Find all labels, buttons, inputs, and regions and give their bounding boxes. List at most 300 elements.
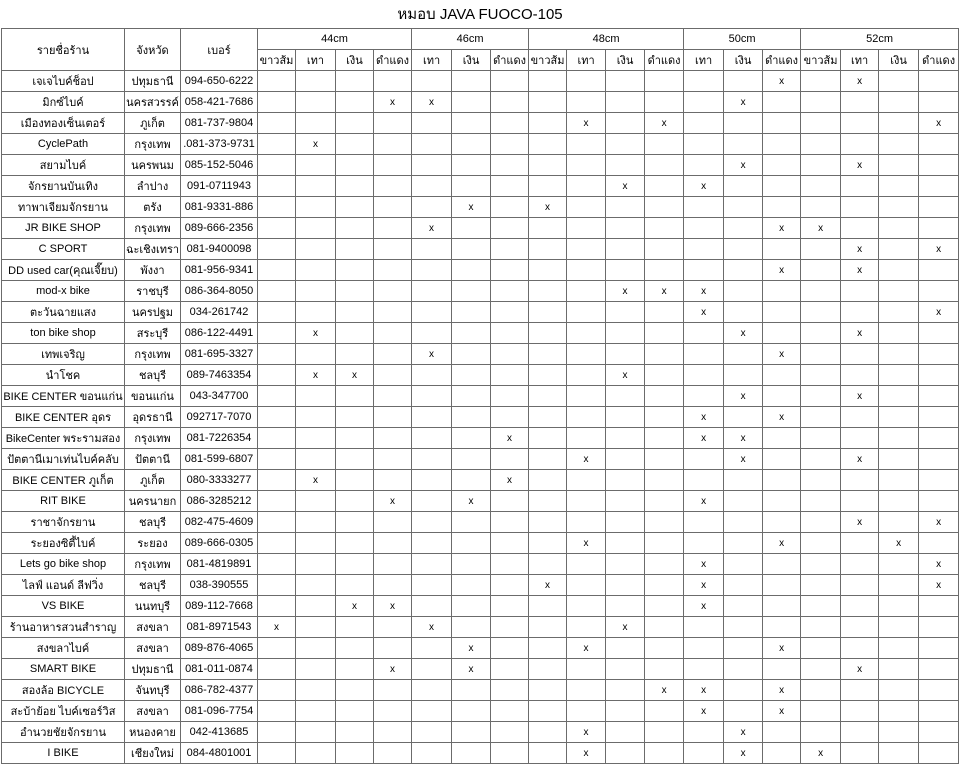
- table-row: [2, 365, 959, 386]
- stock-mark-cell: [452, 260, 491, 281]
- col-header-shop: รายชื่อร้าน: [2, 29, 125, 71]
- phone-cell: 089-876-4065: [181, 638, 258, 659]
- stock-mark-cell: [529, 428, 567, 449]
- stock-mark-cell: [879, 470, 919, 491]
- stock-mark-cell: [258, 575, 296, 596]
- stock-mark-cell: [452, 449, 491, 470]
- stock-mark-cell: [919, 155, 959, 176]
- stock-mark-cell: [919, 176, 959, 197]
- stock-mark-cell: [763, 491, 801, 512]
- stock-mark-cell: [801, 575, 841, 596]
- stock-mark-cell: x: [763, 407, 801, 428]
- stock-mark-cell: [258, 344, 296, 365]
- shop-name-cell: BIKE CENTER ภูเก็ต: [2, 470, 125, 491]
- color-header: เงิน: [336, 50, 374, 71]
- stock-mark-cell: x: [763, 71, 801, 92]
- col-header-province: จังหวัด: [125, 29, 181, 71]
- stock-mark-cell: [645, 71, 684, 92]
- stock-mark-cell: [919, 197, 959, 218]
- stock-mark-cell: [296, 92, 336, 113]
- stock-mark-cell: [606, 323, 645, 344]
- stock-mark-cell: [645, 659, 684, 680]
- size-header: 46cm: [412, 29, 529, 50]
- stock-mark-cell: [452, 428, 491, 449]
- stock-mark-cell: [296, 533, 336, 554]
- stock-mark-cell: [412, 134, 452, 155]
- stock-mark-cell: [684, 659, 724, 680]
- shop-name-cell: นำโชค: [2, 365, 125, 386]
- stock-mark-cell: [452, 92, 491, 113]
- stock-mark-cell: x: [452, 197, 491, 218]
- stock-mark-cell: [567, 491, 606, 512]
- stock-mark-cell: [374, 260, 412, 281]
- stock-mark-cell: x: [336, 596, 374, 617]
- size-header: 44cm: [258, 29, 412, 50]
- stock-mark-cell: x: [374, 596, 412, 617]
- stock-mark-cell: [684, 71, 724, 92]
- stock-mark-cell: [879, 743, 919, 764]
- stock-mark-cell: [606, 302, 645, 323]
- stock-mark-cell: [879, 659, 919, 680]
- stock-mark-cell: [763, 155, 801, 176]
- size-header: 48cm: [529, 29, 684, 50]
- stock-mark-cell: [412, 575, 452, 596]
- stock-mark-cell: [258, 659, 296, 680]
- stock-mark-cell: [645, 134, 684, 155]
- stock-mark-cell: [452, 743, 491, 764]
- stock-mark-cell: x: [296, 323, 336, 344]
- stock-mark-cell: [763, 113, 801, 134]
- stock-mark-cell: x: [412, 344, 452, 365]
- shop-name-cell: CyclePath: [2, 134, 125, 155]
- stock-mark-cell: [567, 239, 606, 260]
- stock-mark-cell: [529, 512, 567, 533]
- stock-mark-cell: [412, 512, 452, 533]
- stock-mark-cell: [645, 218, 684, 239]
- stock-mark-cell: [724, 491, 763, 512]
- stock-mark-cell: [336, 512, 374, 533]
- stock-mark-cell: [801, 71, 841, 92]
- color-header: เงิน: [879, 50, 919, 71]
- stock-mark-cell: [879, 617, 919, 638]
- stock-mark-cell: [374, 113, 412, 134]
- stock-mark-cell: [452, 218, 491, 239]
- stock-mark-cell: [606, 92, 645, 113]
- stock-mark-cell: [258, 638, 296, 659]
- stock-mark-cell: [374, 344, 412, 365]
- province-cell: สงขลา: [125, 701, 181, 722]
- stock-mark-cell: [529, 533, 567, 554]
- stock-mark-cell: x: [567, 113, 606, 134]
- stock-mark-cell: [841, 554, 879, 575]
- stock-mark-cell: [841, 218, 879, 239]
- stock-mark-cell: [684, 512, 724, 533]
- stock-mark-cell: [296, 218, 336, 239]
- stock-mark-cell: [258, 680, 296, 701]
- stock-mark-cell: [452, 701, 491, 722]
- province-cell: ราชบุรี: [125, 281, 181, 302]
- stock-mark-cell: [879, 176, 919, 197]
- stock-mark-cell: [491, 239, 529, 260]
- stock-mark-cell: [258, 218, 296, 239]
- stock-mark-cell: [919, 365, 959, 386]
- stock-mark-cell: [529, 701, 567, 722]
- stock-mark-cell: x: [801, 743, 841, 764]
- table-row: [2, 176, 959, 197]
- stock-mark-cell: [841, 680, 879, 701]
- stock-mark-cell: [606, 407, 645, 428]
- stock-mark-cell: [336, 134, 374, 155]
- stock-mark-cell: [529, 92, 567, 113]
- stock-mark-cell: [336, 743, 374, 764]
- shop-name-cell: สงขลาไบค์: [2, 638, 125, 659]
- stock-mark-cell: [529, 680, 567, 701]
- stock-mark-cell: [801, 155, 841, 176]
- stock-mark-cell: [374, 281, 412, 302]
- stock-mark-cell: [296, 113, 336, 134]
- stock-mark-cell: [763, 176, 801, 197]
- stock-mark-cell: [491, 365, 529, 386]
- stock-mark-cell: [724, 281, 763, 302]
- stock-mark-cell: [606, 491, 645, 512]
- color-header: เทา: [296, 50, 336, 71]
- size-header: 52cm: [801, 29, 959, 50]
- stock-mark-cell: [724, 533, 763, 554]
- province-cell: ปัตตานี: [125, 449, 181, 470]
- stock-mark-cell: [336, 617, 374, 638]
- stock-mark-cell: [336, 197, 374, 218]
- stock-mark-cell: [763, 743, 801, 764]
- stock-mark-cell: [336, 449, 374, 470]
- stock-mark-cell: x: [684, 302, 724, 323]
- stock-mark-cell: [879, 512, 919, 533]
- stock-mark-cell: x: [684, 176, 724, 197]
- stock-mark-cell: [879, 407, 919, 428]
- phone-cell: 082-475-4609: [181, 512, 258, 533]
- stock-mark-cell: [374, 680, 412, 701]
- color-header: ขาวส้ม: [529, 50, 567, 71]
- stock-mark-cell: [529, 617, 567, 638]
- stock-mark-cell: [567, 302, 606, 323]
- stock-mark-cell: x: [724, 743, 763, 764]
- table-row: [2, 113, 959, 134]
- stock-mark-cell: [491, 617, 529, 638]
- stock-mark-cell: [412, 596, 452, 617]
- stock-mark-cell: [801, 260, 841, 281]
- stock-mark-cell: [258, 407, 296, 428]
- stock-mark-cell: [529, 302, 567, 323]
- stock-mark-cell: [841, 302, 879, 323]
- stock-mark-cell: [801, 323, 841, 344]
- stock-mark-cell: [763, 323, 801, 344]
- stock-mark-cell: [412, 155, 452, 176]
- table-row: [2, 386, 959, 407]
- stock-mark-cell: [258, 176, 296, 197]
- stock-mark-cell: x: [841, 512, 879, 533]
- stock-mark-cell: [606, 743, 645, 764]
- shop-name-cell: เมืองทองเซ็นเตอร์: [2, 113, 125, 134]
- stock-mark-cell: [841, 176, 879, 197]
- color-header: เทา: [412, 50, 452, 71]
- stock-mark-cell: [763, 134, 801, 155]
- stock-mark-cell: [336, 176, 374, 197]
- stock-mark-cell: x: [645, 113, 684, 134]
- stock-mark-cell: [258, 470, 296, 491]
- stock-mark-cell: [567, 134, 606, 155]
- stock-mark-cell: [724, 575, 763, 596]
- table-row: [2, 638, 959, 659]
- stock-mark-cell: x: [374, 491, 412, 512]
- stock-mark-cell: [567, 701, 606, 722]
- stock-mark-cell: [296, 344, 336, 365]
- stock-mark-cell: [724, 512, 763, 533]
- stock-mark-cell: [336, 155, 374, 176]
- stock-mark-cell: [412, 470, 452, 491]
- stock-mark-cell: [724, 617, 763, 638]
- stock-mark-cell: [724, 596, 763, 617]
- stock-mark-cell: x: [763, 680, 801, 701]
- province-cell: สงขลา: [125, 638, 181, 659]
- stock-mark-cell: [801, 638, 841, 659]
- stock-mark-cell: [258, 491, 296, 512]
- color-header: ดำแดง: [645, 50, 684, 71]
- stock-mark-cell: [258, 533, 296, 554]
- stock-mark-cell: [606, 596, 645, 617]
- size-header: 50cm: [684, 29, 801, 50]
- stock-mark-cell: [567, 659, 606, 680]
- stock-mark-cell: [491, 638, 529, 659]
- shop-name-cell: ตะวันฉายแสง: [2, 302, 125, 323]
- stock-mark-cell: [336, 701, 374, 722]
- stock-mark-cell: [606, 575, 645, 596]
- stock-mark-cell: [296, 659, 336, 680]
- stock-mark-cell: [645, 638, 684, 659]
- stock-mark-cell: [879, 323, 919, 344]
- stock-mark-cell: [606, 512, 645, 533]
- color-header: เงิน: [606, 50, 645, 71]
- stock-mark-cell: x: [374, 92, 412, 113]
- stock-mark-cell: [491, 722, 529, 743]
- stock-mark-cell: [763, 386, 801, 407]
- phone-cell: 094-650-6222: [181, 71, 258, 92]
- stock-mark-cell: [452, 575, 491, 596]
- table-row: [2, 260, 959, 281]
- stock-mark-cell: [606, 533, 645, 554]
- stock-mark-cell: [606, 470, 645, 491]
- stock-mark-cell: [491, 218, 529, 239]
- stock-mark-cell: [296, 176, 336, 197]
- stock-mark-cell: [336, 575, 374, 596]
- stock-mark-cell: x: [919, 302, 959, 323]
- phone-cell: 081-4819891: [181, 554, 258, 575]
- stock-mark-cell: [724, 470, 763, 491]
- stock-mark-cell: [606, 638, 645, 659]
- stock-mark-cell: [684, 722, 724, 743]
- stock-mark-cell: [801, 554, 841, 575]
- phone-cell: 089-666-2356: [181, 218, 258, 239]
- stock-mark-cell: [879, 260, 919, 281]
- stock-mark-cell: [606, 260, 645, 281]
- stock-mark-cell: [412, 554, 452, 575]
- stock-mark-cell: [724, 260, 763, 281]
- stock-mark-cell: [684, 260, 724, 281]
- stock-mark-cell: x: [491, 470, 529, 491]
- stock-mark-cell: [567, 617, 606, 638]
- stock-mark-cell: [529, 155, 567, 176]
- stock-mark-cell: [684, 155, 724, 176]
- stock-mark-cell: [801, 533, 841, 554]
- stock-mark-cell: [374, 155, 412, 176]
- stock-mark-cell: [645, 722, 684, 743]
- shop-name-cell: SMART BIKE: [2, 659, 125, 680]
- stock-mark-cell: [724, 197, 763, 218]
- stock-mark-cell: [336, 428, 374, 449]
- stock-mark-cell: x: [763, 344, 801, 365]
- stock-mark-cell: [529, 659, 567, 680]
- stock-mark-cell: [606, 239, 645, 260]
- stock-mark-cell: [567, 596, 606, 617]
- shop-name-cell: จักรยานบันเทิง: [2, 176, 125, 197]
- stock-mark-cell: [491, 323, 529, 344]
- phone-cell: 089-7463354: [181, 365, 258, 386]
- stock-mark-cell: [763, 281, 801, 302]
- stock-mark-cell: [645, 617, 684, 638]
- color-header: เงิน: [452, 50, 491, 71]
- shop-name-cell: สะบ้าย้อย ไบค์เซอร์วิส: [2, 701, 125, 722]
- stock-mark-cell: x: [801, 218, 841, 239]
- color-header: ดำแดง: [919, 50, 959, 71]
- province-cell: ระยอง: [125, 533, 181, 554]
- color-header: เทา: [684, 50, 724, 71]
- phone-cell: 042-413685: [181, 722, 258, 743]
- stock-mark-cell: [801, 386, 841, 407]
- stock-mark-cell: [801, 596, 841, 617]
- stock-mark-cell: [374, 722, 412, 743]
- stock-mark-cell: [412, 71, 452, 92]
- shop-name-cell: JR BIKE SHOP: [2, 218, 125, 239]
- stock-mark-cell: x: [606, 617, 645, 638]
- stock-mark-cell: x: [684, 554, 724, 575]
- phone-cell: 084-4801001: [181, 743, 258, 764]
- stock-mark-cell: [336, 470, 374, 491]
- stock-mark-cell: [763, 92, 801, 113]
- stock-mark-cell: [296, 386, 336, 407]
- table-row: [2, 428, 959, 449]
- stock-mark-cell: [258, 281, 296, 302]
- stock-mark-cell: [645, 239, 684, 260]
- stock-mark-cell: [684, 449, 724, 470]
- stock-mark-cell: [491, 491, 529, 512]
- stock-mark-cell: [336, 554, 374, 575]
- stock-mark-cell: [763, 722, 801, 743]
- stock-mark-cell: [567, 407, 606, 428]
- phone-cell: 081-096-7754: [181, 701, 258, 722]
- stock-mark-cell: [452, 365, 491, 386]
- phone-cell: 092717-7070: [181, 407, 258, 428]
- table-row: [2, 218, 959, 239]
- stock-mark-cell: [452, 554, 491, 575]
- stock-mark-cell: x: [724, 428, 763, 449]
- stock-mark-cell: [879, 575, 919, 596]
- province-cell: ปทุมธานี: [125, 71, 181, 92]
- stock-mark-cell: [841, 617, 879, 638]
- phone-cell: 091-0711943: [181, 176, 258, 197]
- stock-mark-cell: x: [684, 596, 724, 617]
- stock-mark-cell: [491, 512, 529, 533]
- table-row: [2, 470, 959, 491]
- phone-cell: 086-364-8050: [181, 281, 258, 302]
- stock-mark-cell: [336, 239, 374, 260]
- stock-mark-cell: [296, 197, 336, 218]
- stock-mark-cell: [491, 344, 529, 365]
- stock-mark-cell: [841, 701, 879, 722]
- table-row: [2, 323, 959, 344]
- table-row: [2, 302, 959, 323]
- stock-mark-cell: [412, 722, 452, 743]
- shop-name-cell: VS BIKE: [2, 596, 125, 617]
- stock-mark-cell: [452, 407, 491, 428]
- stock-mark-cell: [724, 344, 763, 365]
- stock-mark-cell: [763, 302, 801, 323]
- stock-mark-cell: [491, 659, 529, 680]
- stock-mark-cell: [412, 239, 452, 260]
- stock-mark-cell: [606, 659, 645, 680]
- stock-mark-cell: [801, 239, 841, 260]
- stock-mark-cell: [529, 407, 567, 428]
- stock-mark-cell: [374, 428, 412, 449]
- stock-mark-cell: [491, 197, 529, 218]
- stock-mark-cell: [841, 596, 879, 617]
- stock-mark-cell: [336, 386, 374, 407]
- stock-mark-cell: x: [684, 680, 724, 701]
- stock-mark-cell: [336, 218, 374, 239]
- stock-mark-cell: [374, 575, 412, 596]
- stock-mark-cell: [452, 134, 491, 155]
- shop-name-cell: ไลฟ์ แอนด์ ลีฟวิ่ง: [2, 575, 125, 596]
- color-header: ดำแดง: [374, 50, 412, 71]
- stock-mark-cell: x: [606, 365, 645, 386]
- stock-mark-cell: x: [724, 386, 763, 407]
- stock-mark-cell: [684, 92, 724, 113]
- stock-mark-cell: [452, 617, 491, 638]
- stock-mark-cell: [296, 554, 336, 575]
- phone-cell: 034-261742: [181, 302, 258, 323]
- stock-mark-cell: [374, 197, 412, 218]
- stock-mark-cell: [919, 344, 959, 365]
- stock-mark-cell: x: [606, 281, 645, 302]
- stock-mark-cell: [491, 134, 529, 155]
- stock-mark-cell: [684, 470, 724, 491]
- stock-mark-cell: [919, 596, 959, 617]
- stock-mark-cell: [724, 554, 763, 575]
- stock-mark-cell: [763, 596, 801, 617]
- province-cell: นครสวรรค์: [125, 92, 181, 113]
- stock-mark-cell: [491, 680, 529, 701]
- stock-mark-cell: [801, 659, 841, 680]
- stock-mark-cell: x: [841, 659, 879, 680]
- phone-cell: 038-390555: [181, 575, 258, 596]
- stock-mark-cell: [606, 134, 645, 155]
- shop-name-cell: สองล้อ BICYCLE: [2, 680, 125, 701]
- table-row: [2, 407, 959, 428]
- stock-mark-cell: [529, 722, 567, 743]
- stock-mark-cell: [567, 323, 606, 344]
- stock-mark-cell: [336, 281, 374, 302]
- stock-mark-cell: [374, 554, 412, 575]
- province-cell: ลำปาง: [125, 176, 181, 197]
- stock-mark-cell: [606, 197, 645, 218]
- stock-mark-cell: x: [684, 407, 724, 428]
